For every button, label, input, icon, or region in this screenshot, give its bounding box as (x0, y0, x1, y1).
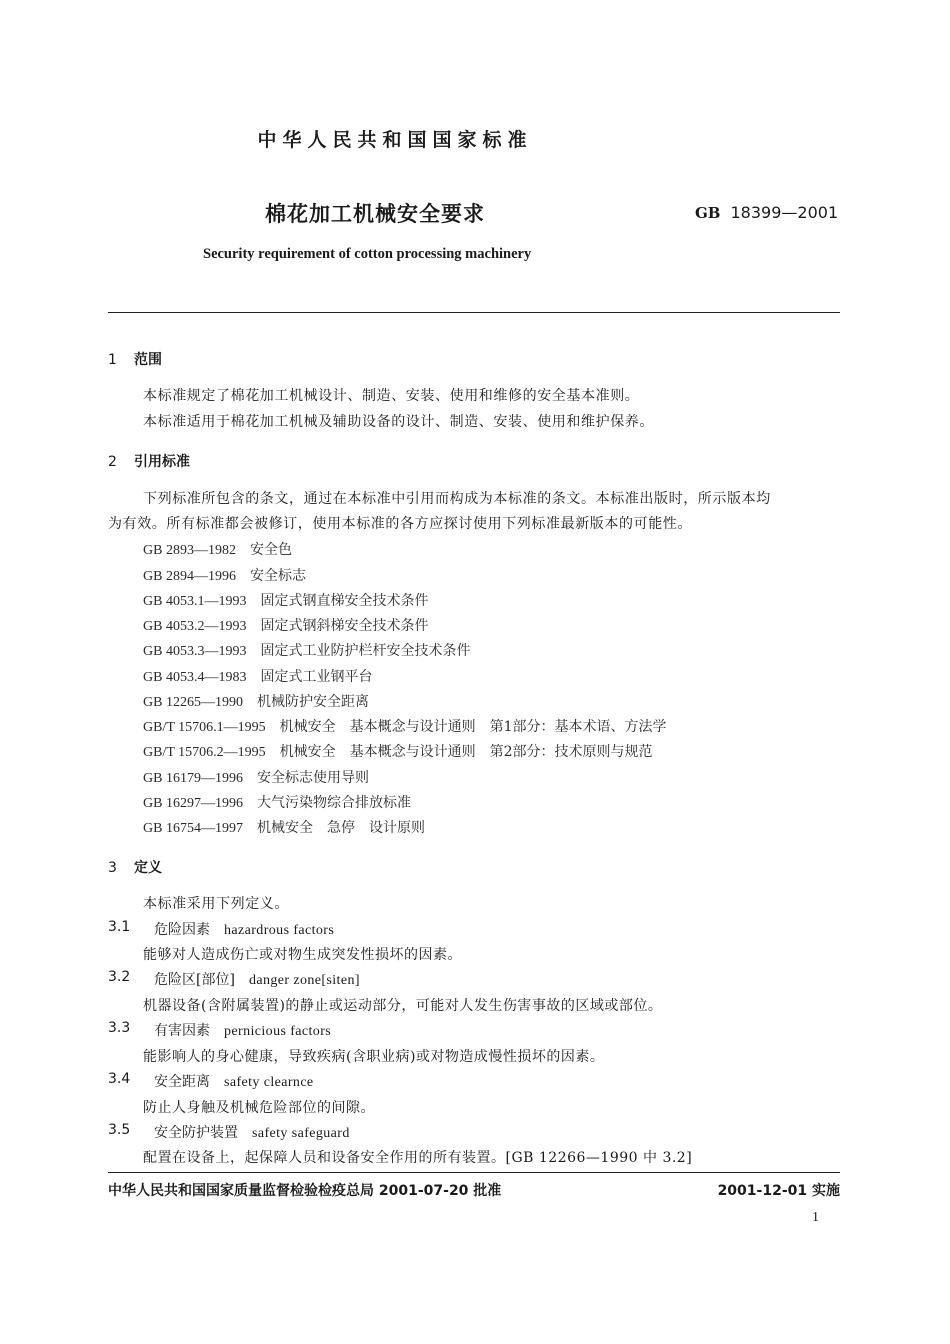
reference-title: 机械安全 急停 设计原则 (256, 820, 425, 836)
references-intro-line-2: 为有效。所有标准都会被修订，使用本标准的各方应探讨使用下列标准最新版本的可能性。 (108, 516, 692, 532)
term-english: hazardrous factors (224, 923, 335, 938)
reference-item (143, 741, 653, 761)
section-title: 定义 (134, 860, 162, 876)
definition-body: 配置在设备上，起保障人员和设备安全作用的所有装置。[GB 12266—1990 中 3.2] (143, 1150, 693, 1166)
reference-title: 机械安全 基本概念与设计通则 第2部分：技术原则与规范 (279, 744, 653, 760)
definition-term (154, 919, 334, 939)
definition-body: 能够对人造成伤亡或对物生成突发性损坏的因素。 (143, 947, 462, 963)
reference-code: GB 16297—1996 (143, 796, 243, 811)
section-1-heading (108, 349, 162, 369)
reference-code: GB 2894—1996 (143, 569, 236, 584)
reference-item (143, 590, 428, 610)
definition-term (154, 969, 360, 989)
section-3-heading (108, 857, 162, 877)
term-chinese: 有害因素 (154, 1023, 210, 1039)
reference-code: GB 12265—1990 (143, 695, 243, 710)
definition-number: 3.2 (108, 969, 131, 985)
reference-code: GB 16754—1997 (143, 821, 243, 836)
reference-title: 机械安全 基本概念与设计通则 第1部分：基本术语、方法学 (279, 719, 667, 735)
reference-title: 固定式工业钢平台 (260, 669, 373, 685)
reference-code: GB 4053.2—1993 (143, 619, 247, 634)
effective-date: 2001-12-01 实施 (717, 1183, 840, 1199)
section-title: 范围 (134, 352, 162, 368)
issuing-body-title: 中华人民共和国国家标准 (257, 129, 533, 151)
reference-code: GB 4053.1—1993 (143, 594, 247, 609)
definition-term (154, 1020, 331, 1040)
reference-item (143, 767, 369, 787)
approval-statement: 中华人民共和国国家质量监督检验检疫总局 2001-07-20 批准 (108, 1183, 502, 1199)
reference-code: GB 16179—1996 (143, 771, 243, 786)
reference-code: GB 4053.3—1993 (143, 644, 247, 659)
standard-prefix: GB (695, 204, 721, 222)
reference-code: GB 4053.4—1983 (143, 670, 247, 685)
reference-title: 安全色 (249, 542, 292, 558)
reference-title: 固定式工业防护栏杆安全技术条件 (260, 643, 471, 659)
definitions-intro: 本标准采用下列定义。 (143, 896, 289, 912)
definition-number: 3.5 (108, 1122, 131, 1138)
term-chinese: 危险因素 (154, 922, 210, 938)
reference-code: GB/T 15706.2—1995 (143, 745, 266, 760)
header-divider (108, 312, 840, 313)
scope-paragraph-1: 本标准规定了棉花加工机械设计、制造、安装、使用和维修的安全基本准则。 (143, 388, 640, 404)
definition-body: 防止人身触及机械危险部位的间隙。 (143, 1100, 375, 1116)
definition-body: 能影响人的身心健康，导致疾病(含职业病)或对物造成慢性损坏的因素。 (143, 1049, 605, 1065)
term-chinese: 危险区[部位] (154, 972, 235, 988)
reference-code: GB/T 15706.1—1995 (143, 720, 266, 735)
document-title: 棉花加工机械安全要求 (265, 202, 485, 226)
term-english: danger zone[siten] (248, 973, 360, 988)
reference-item (143, 539, 292, 559)
page-number: 1 (812, 1210, 819, 1225)
section-title: 引用标准 (134, 454, 190, 470)
reference-code: GB 2893—1982 (143, 543, 236, 558)
term-chinese: 安全防护装置 (154, 1125, 238, 1141)
term-chinese: 安全距离 (154, 1074, 210, 1090)
reference-item (143, 716, 667, 736)
standard-number (695, 203, 838, 222)
reference-item (143, 666, 372, 686)
term-english: pernicious factors (224, 1024, 332, 1039)
term-english: safety safeguard (252, 1126, 350, 1141)
term-english: safety clearnce (224, 1075, 314, 1090)
reference-item (143, 792, 411, 812)
reference-item (143, 817, 425, 837)
section-2-heading (108, 451, 190, 471)
definition-number: 3.3 (108, 1020, 131, 1036)
reference-item (143, 565, 306, 585)
english-title: Security requirement of cotton processing machinery (203, 246, 532, 262)
definition-number: 3.4 (108, 1071, 131, 1087)
definition-body: 机器设备(含附属装置)的静止或运动部分，可能对人发生伤害事故的区域或部位。 (143, 998, 663, 1014)
definition-term (154, 1122, 350, 1142)
reference-title: 固定式钢斜梯安全技术条件 (260, 618, 429, 634)
reference-item (143, 640, 470, 660)
section-number: 1 (108, 352, 117, 368)
definition-number: 3.1 (108, 919, 131, 935)
section-number: 2 (108, 454, 117, 470)
standard-code: 18399—2001 (730, 203, 839, 222)
reference-title: 固定式钢直梯安全技术条件 (260, 593, 429, 609)
footer-divider (108, 1172, 840, 1173)
reference-item (143, 615, 428, 635)
reference-title: 安全标志 (249, 568, 306, 584)
reference-title: 机械防护安全距离 (256, 694, 369, 710)
definition-term (154, 1071, 314, 1091)
reference-item (143, 691, 369, 711)
section-number: 3 (108, 860, 117, 876)
references-intro-line-1: 下列标准所包含的条文，通过在本标准中引用而构成为本标准的条文。本标准出版时，所示版本均 (143, 491, 771, 507)
scope-paragraph-2: 本标准适用于棉花加工机械及辅助设备的设计、制造、安装、使用和维护保养。 (143, 414, 654, 430)
reference-title: 安全标志使用导则 (256, 770, 369, 786)
reference-title: 大气污染物综合排放标准 (256, 795, 411, 811)
